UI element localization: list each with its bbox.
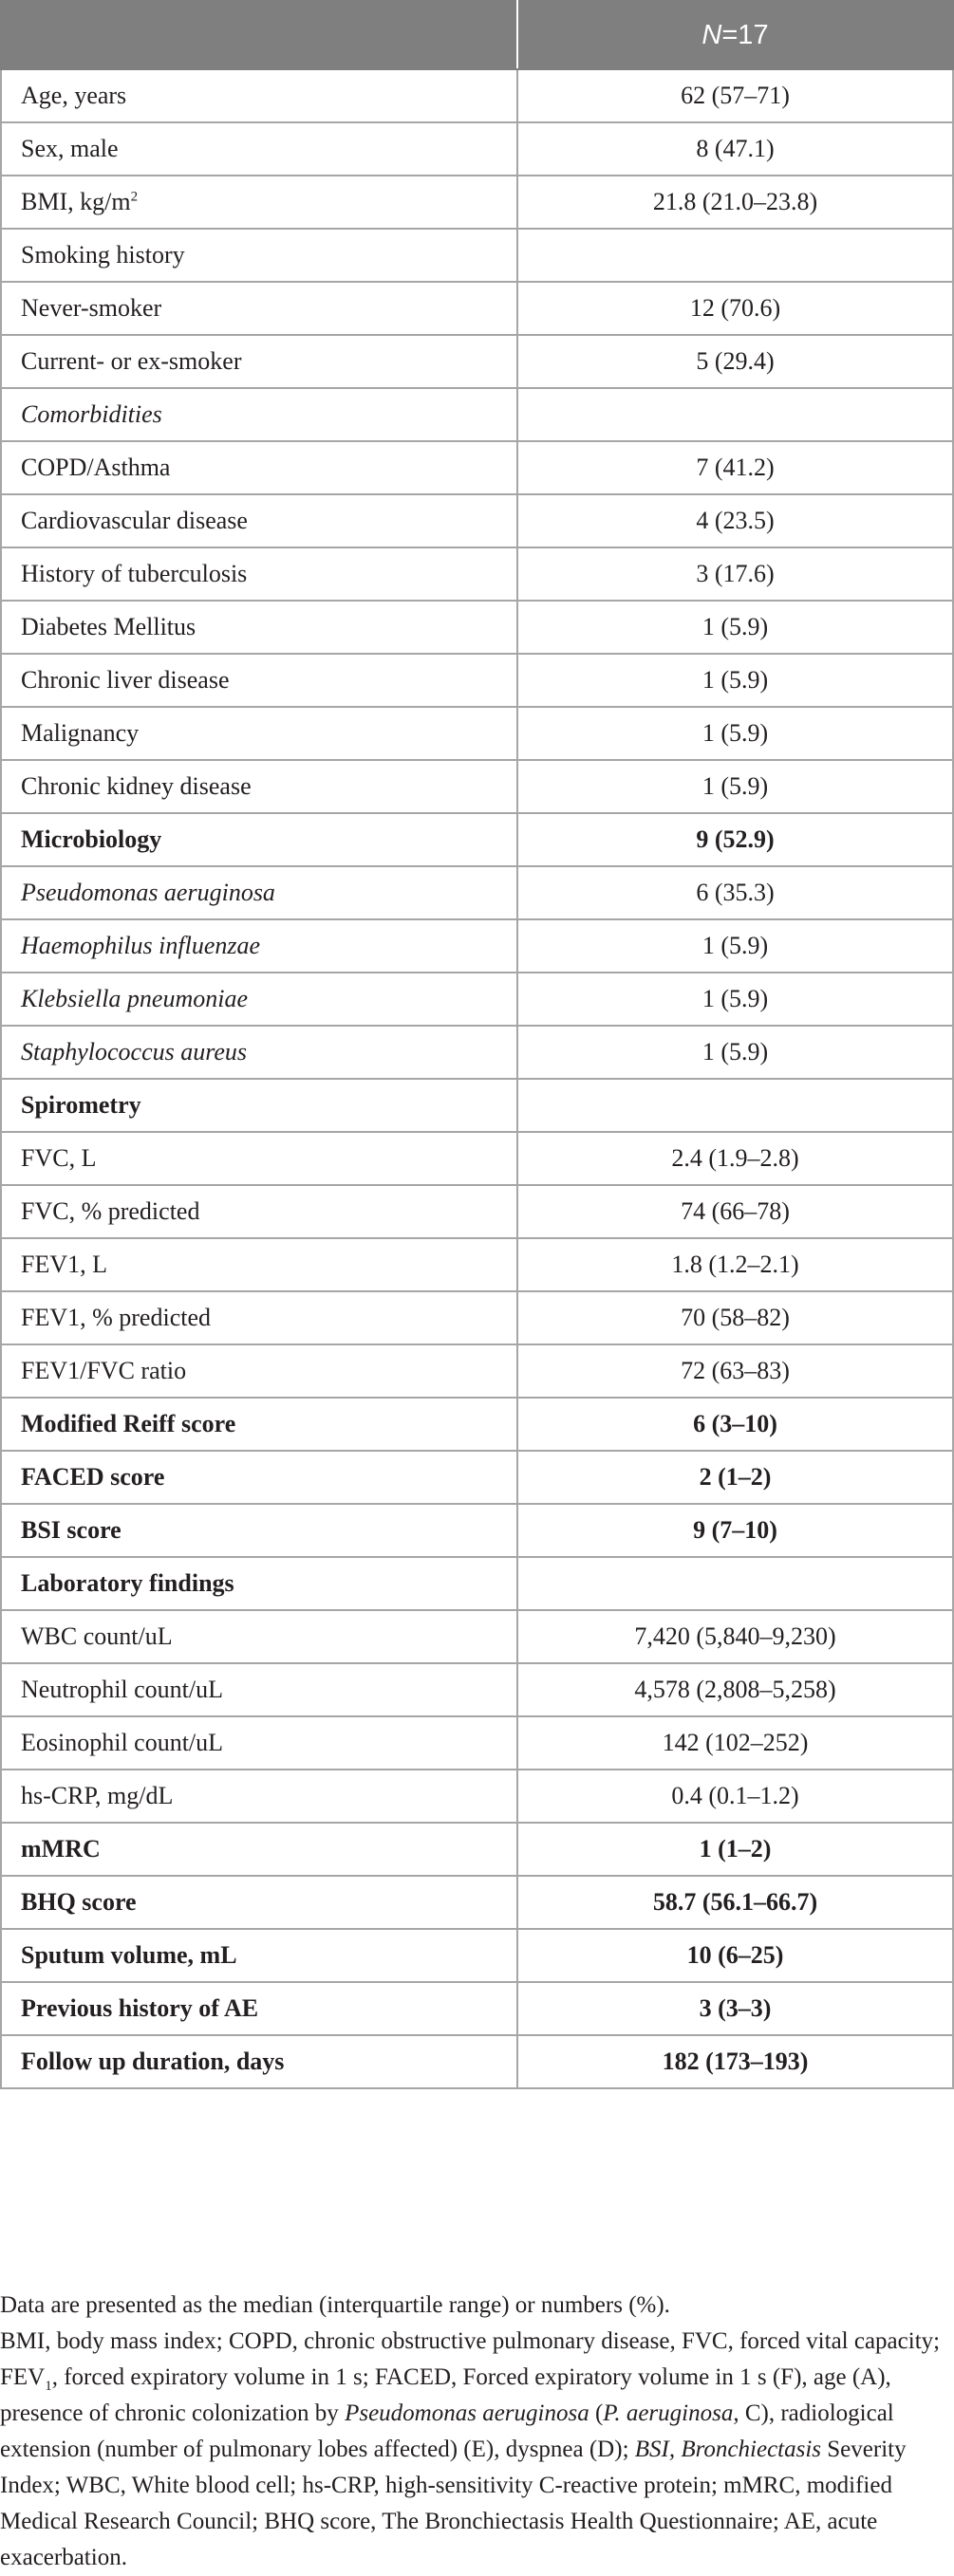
table-footnotes (0, 2288, 945, 2576)
row-value: 2.4 (1.9–2.8) (517, 1132, 953, 1185)
row-label-text: Cardiovascular disease (21, 507, 248, 534)
row-label-text: Diabetes Mellitus (21, 613, 196, 640)
row-value (517, 1079, 953, 1132)
table-row (1, 919, 953, 973)
footnote-italic: P. aeruginosa (603, 2400, 734, 2426)
row-value: 1 (5.9) (517, 919, 953, 973)
table-row (1, 2035, 953, 2088)
footnote-italic: Pseudomonas aeruginosa (345, 2400, 589, 2426)
row-label-text: Smoking history (21, 241, 185, 269)
row-value: 3 (17.6) (517, 547, 953, 601)
footnote-italic: BSI, Bronchiectasis (634, 2437, 822, 2462)
header-n-var: N (701, 19, 722, 50)
row-label (1, 1344, 517, 1398)
table-row (1, 335, 953, 388)
row-label-text: Laboratory findings (21, 1569, 234, 1597)
table-row (1, 1451, 953, 1504)
row-value: 1 (5.9) (517, 654, 953, 707)
row-value (517, 1557, 953, 1610)
row-label-text: Staphylococcus aureus (21, 1038, 248, 1066)
row-label-text: FACED score (21, 1463, 165, 1491)
table-row (1, 494, 953, 547)
footnote-text: , forced expiratory volume in 1 s; FACED, Forced expiratory volume in 1 s (F), age (A), presence of chronic colonization by (0, 2364, 891, 2426)
row-value: 12 (70.6) (517, 282, 953, 335)
row-label-text: COPD/Asthma (21, 454, 171, 481)
row-label (1, 229, 517, 282)
header-n-value: =17 (721, 19, 769, 50)
row-label (1, 1132, 517, 1185)
row-label-text: Follow up duration, days (21, 2048, 285, 2075)
footnote-data-note: Data are presented as the median (interquartile range) or numbers (%). (0, 2292, 670, 2318)
table-row (1, 813, 953, 866)
row-label (1, 388, 517, 441)
row-label-text: Age, years (21, 82, 127, 109)
table-row (1, 547, 953, 601)
row-label-text: BSI score (21, 1516, 122, 1544)
row-label (1, 441, 517, 494)
table-row (1, 1823, 953, 1876)
row-label (1, 122, 517, 176)
table-row (1, 1770, 953, 1823)
row-label (1, 707, 517, 760)
row-value: 62 (57–71) (517, 69, 953, 122)
row-value: 1 (5.9) (517, 973, 953, 1026)
row-label-text: Eosinophil count/uL (21, 1729, 224, 1756)
row-value: 1 (5.9) (517, 601, 953, 654)
row-value: 10 (6–25) (517, 1929, 953, 1982)
row-value: 2 (1–2) (517, 1451, 953, 1504)
row-value: 70 (58–82) (517, 1291, 953, 1344)
row-label (1, 1610, 517, 1663)
table-row (1, 973, 953, 1026)
row-value: 3 (3–3) (517, 1982, 953, 2035)
row-value: 1 (5.9) (517, 1026, 953, 1079)
row-label (1, 1185, 517, 1238)
row-label (1, 1823, 517, 1876)
table-row (1, 1557, 953, 1610)
row-label (1, 1716, 517, 1770)
row-value: 142 (102–252) (517, 1716, 953, 1770)
table-row (1, 1610, 953, 1663)
row-value: 74 (66–78) (517, 1185, 953, 1238)
row-label-text: FVC, % predicted (21, 1197, 200, 1225)
table-row (1, 388, 953, 441)
row-label (1, 1238, 517, 1291)
header-label-cell (1, 1, 517, 69)
row-label (1, 1770, 517, 1823)
row-label (1, 866, 517, 919)
row-label (1, 601, 517, 654)
table-row (1, 707, 953, 760)
row-label-text: FVC, L (21, 1144, 97, 1172)
table-row (1, 1982, 953, 2035)
header-n-cell (517, 1, 953, 69)
table-body (1, 69, 953, 2088)
row-label-text: BHQ score (21, 1888, 137, 1916)
row-label (1, 813, 517, 866)
row-label-text: Haemophilus influenzae (21, 932, 261, 959)
row-value (517, 388, 953, 441)
row-label-text: BMI, kg/m (21, 188, 131, 215)
table-row (1, 601, 953, 654)
footnote-text: , C), radiological extension (number of pulmonary lobes affected) (E), dyspnea (D); (0, 2400, 894, 2462)
row-value: 8 (47.1) (517, 122, 953, 176)
row-value: 6 (35.3) (517, 866, 953, 919)
row-label-text: hs-CRP, mg/dL (21, 1782, 174, 1809)
table-row (1, 229, 953, 282)
footnote-text: ( (589, 2400, 604, 2426)
table-row (1, 1291, 953, 1344)
row-label-text: FEV1, % predicted (21, 1304, 212, 1331)
row-label-text: Microbiology (21, 825, 162, 853)
table-row (1, 176, 953, 229)
row-label-text: mMRC (21, 1835, 101, 1863)
row-value (517, 229, 953, 282)
table-row (1, 866, 953, 919)
row-value: 72 (63–83) (517, 1344, 953, 1398)
row-label (1, 654, 517, 707)
table-row (1, 122, 953, 176)
row-value: 7 (41.2) (517, 441, 953, 494)
row-label-text: FEV1, L (21, 1251, 107, 1278)
row-label (1, 2035, 517, 2088)
row-label (1, 973, 517, 1026)
row-value: 0.4 (0.1–1.2) (517, 1770, 953, 1823)
table-row (1, 1663, 953, 1716)
table-row (1, 1132, 953, 1185)
footnote-text: BMI, body mass index; COPD, chronic obstructive pulmonary disease, FVC, forced vital capacity; FEV (0, 2328, 941, 2390)
row-label-text: FEV1/FVC ratio (21, 1357, 187, 1384)
row-label (1, 69, 517, 122)
row-label-text: Current- or ex-smoker (21, 347, 242, 375)
row-label-text: Pseudomonas aeruginosa (21, 879, 275, 906)
row-value: 5 (29.4) (517, 335, 953, 388)
row-label-text: Previous history of AE (21, 1994, 259, 2022)
row-label (1, 176, 517, 229)
row-label (1, 1451, 517, 1504)
row-value: 7,420 (5,840–9,230) (517, 1610, 953, 1663)
table-row (1, 1079, 953, 1132)
row-label (1, 1876, 517, 1929)
row-label (1, 335, 517, 388)
table-row (1, 654, 953, 707)
row-label (1, 547, 517, 601)
row-label-text: Sex, male (21, 135, 119, 162)
row-label-text: Klebsiella pneumoniae (21, 985, 249, 1012)
table-row (1, 1504, 953, 1557)
table-row (1, 1185, 953, 1238)
row-value: 4 (23.5) (517, 494, 953, 547)
table-header-row (1, 1, 953, 69)
row-label-text: Comorbidities (21, 400, 162, 428)
row-label (1, 1663, 517, 1716)
row-value: 182 (173–193) (517, 2035, 953, 2088)
row-value: 6 (3–10) (517, 1398, 953, 1451)
row-label-text: Modified Reiff score (21, 1410, 236, 1437)
row-label-text: Sputum volume, mL (21, 1941, 237, 1969)
table-row (1, 69, 953, 122)
table-row (1, 1876, 953, 1929)
row-label-text: Chronic kidney disease (21, 772, 252, 800)
row-label (1, 1079, 517, 1132)
row-value: 1 (1–2) (517, 1823, 953, 1876)
row-value: 9 (7–10) (517, 1504, 953, 1557)
row-label-superscript: 2 (130, 189, 139, 205)
footnote-subscript: 1 (45, 2379, 52, 2394)
footnote-text: Severity Index; WBC, White blood cell; hs-CRP, high-sensitivity C-reactive protein; mMRC, modified Medical Research Council; BHQ score, The Bronchiectasis Health Questionnaire; AE, acute exacerbation. (0, 2437, 907, 2570)
row-label-text: Spirometry (21, 1091, 141, 1119)
row-value: 1 (5.9) (517, 760, 953, 813)
row-value: 58.7 (56.1–66.7) (517, 1876, 953, 1929)
row-label (1, 1291, 517, 1344)
row-label-text: Neutrophil count/uL (21, 1676, 224, 1703)
table-row (1, 441, 953, 494)
row-label (1, 1398, 517, 1451)
row-label (1, 919, 517, 973)
row-label (1, 1557, 517, 1610)
table-row (1, 282, 953, 335)
row-label-text: Chronic liver disease (21, 666, 230, 694)
row-label-text: Never-smoker (21, 294, 162, 322)
table-row (1, 1344, 953, 1398)
table-row (1, 1716, 953, 1770)
table-row (1, 1398, 953, 1451)
row-label (1, 760, 517, 813)
row-value: 4,578 (2,808–5,258) (517, 1663, 953, 1716)
table-row (1, 1929, 953, 1982)
row-label (1, 1982, 517, 2035)
row-value: 1 (5.9) (517, 707, 953, 760)
table-row (1, 1238, 953, 1291)
row-label (1, 282, 517, 335)
row-label (1, 494, 517, 547)
row-label-text: History of tuberculosis (21, 560, 248, 587)
row-label-text: WBC count/uL (21, 1622, 173, 1650)
footnote-abbreviations (0, 2324, 945, 2576)
table-row (1, 760, 953, 813)
row-value: 21.8 (21.0–23.8) (517, 176, 953, 229)
row-label (1, 1504, 517, 1557)
row-value: 1.8 (1.2–2.1) (517, 1238, 953, 1291)
row-value: 9 (52.9) (517, 813, 953, 866)
table-row (1, 1026, 953, 1079)
row-label (1, 1929, 517, 1982)
row-label (1, 1026, 517, 1079)
row-label-text: Malignancy (21, 719, 140, 747)
